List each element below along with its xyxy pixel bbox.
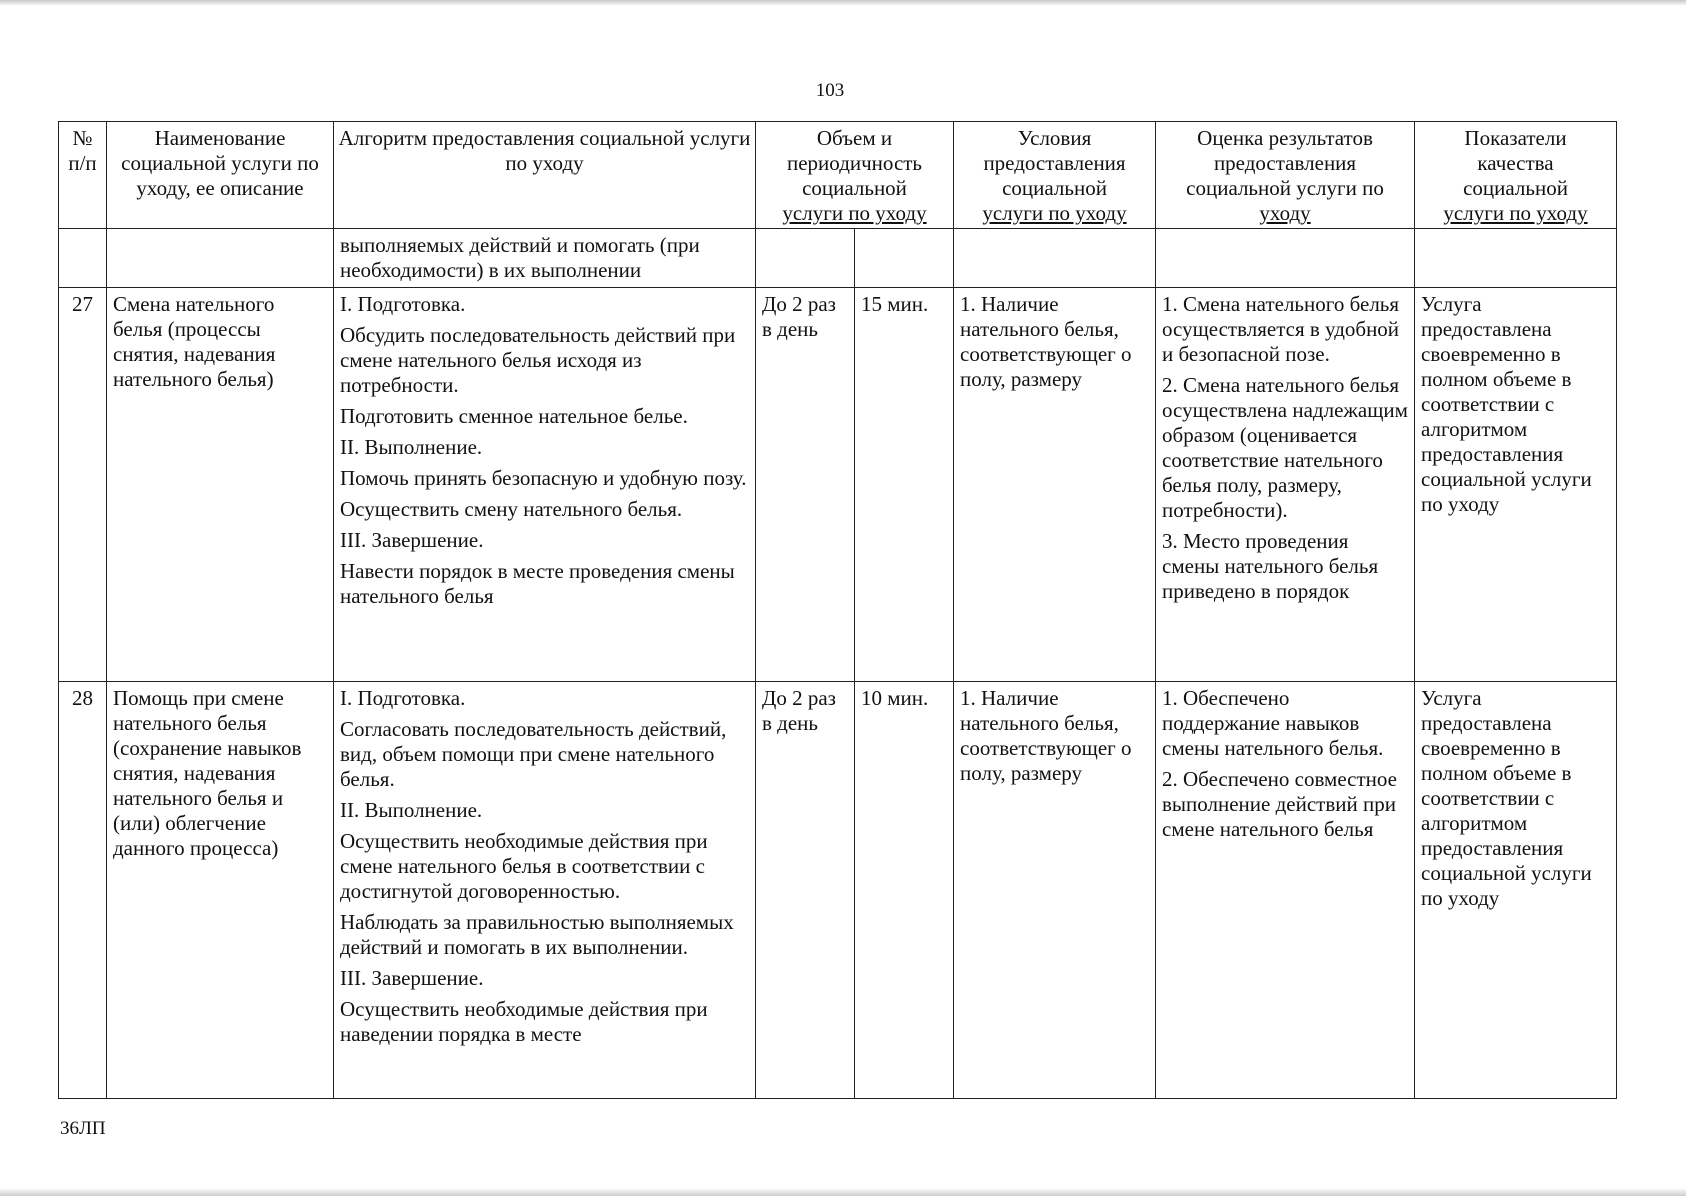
row-number: 28 [59, 682, 107, 1099]
algorithm-step: I. Подготовка. [340, 686, 466, 710]
conditions-cell: 1. Наличие нательного белья, соответствующег о полу, размеру [954, 288, 1156, 682]
table-row [59, 288, 1617, 682]
footer-code: 36ЛП [60, 1118, 106, 1139]
header-volume-line-1: Объем и [816, 126, 893, 150]
cont-name-cell [107, 229, 334, 288]
header-row [59, 122, 1617, 229]
header-num [59, 122, 107, 229]
cont-duration-cell [855, 229, 954, 288]
conditions-cell: 1. Наличие нательного белья, соответствующег о полу, размеру [954, 682, 1156, 1099]
algorithm-step: Наблюдать за правильностью выполняемых действий и помогать в их выполнении. [340, 910, 734, 959]
header-quality [1415, 122, 1617, 229]
quality-cell: Услуга предоставлена своевременно в полном объеме в соответствии с алгоритмом предоставления социальной услуги по уходу [1415, 288, 1617, 682]
header-evaluation [1156, 122, 1415, 229]
continuation-row [59, 229, 1617, 288]
header-quality-line-2: качества [1477, 151, 1554, 175]
frequency-cell: До 2 раз в день [756, 288, 855, 682]
row-number: 27 [59, 288, 107, 682]
algorithm-step: II. Выполнение. [340, 435, 483, 459]
header-volume [756, 122, 954, 229]
scan-edge-top [0, 0, 1686, 6]
table-row [59, 682, 1617, 1099]
header-num-symbol: № [72, 126, 93, 150]
header-quality-line-3: социальной [1463, 176, 1568, 200]
quality-cell: Услуга предоставлена своевременно в полном объеме в соответствии с алгоритмом предоставления социальной услуги по уходу [1415, 682, 1617, 1099]
header-conditions-line-2: предоставления [983, 151, 1126, 175]
algorithm-step: Осуществить смену нательного белья. [340, 497, 683, 521]
header-num-abbr: п/п [68, 151, 97, 175]
algorithm-step: III. Завершение. [340, 966, 484, 990]
cont-num-cell [59, 229, 107, 288]
header-service-name: Наименование социальной услуги по уходу, ее описание [107, 122, 334, 229]
header-evaluation-line-3: социальной услуги по [1186, 176, 1384, 200]
algorithm-step: Обсудить последовательность действий при смене нательного белья исходя из потребности. [340, 323, 736, 397]
header-evaluation-line-2: предоставления [1213, 151, 1357, 175]
algorithm-step: II. Выполнение. [340, 798, 483, 822]
service-name: Помощь при смене нательного белья (сохранение навыков снятия, надевания нательного белья и (или) облегчение данного процесса) [107, 682, 334, 1099]
evaluation-item: 3. Место проведения смены нательного белья приведено в порядок [1162, 529, 1379, 603]
header-volume-line-3: социальной [802, 176, 907, 200]
algorithm-step: III. Завершение. [340, 528, 484, 552]
header-algorithm: Алгоритм предоставления социальной услуги по уходу [334, 122, 756, 229]
scan-edge-bottom [0, 1188, 1686, 1196]
algorithm-step: Навести порядок в месте проведения смены нательного белья [340, 559, 735, 608]
header-volume-line-4: услуги по уходу [782, 201, 927, 225]
evaluation-cell [1156, 288, 1415, 682]
frequency-cell: До 2 раз в день [756, 682, 855, 1099]
cont-conditions-cell [954, 229, 1156, 288]
algorithm-step: Согласовать последовательность действий, вид, объем помощи при смене нательного белья. [340, 717, 727, 791]
algorithm-step: Осуществить необходимые действия при смене нательного белья в соответствии с достигнутой договоренностью. [340, 829, 708, 903]
evaluation-item: 2. Смена нательного белья осуществлена надлежащим образом (оценивается соответствие нательного белья полу, размеру, потребности). [1162, 373, 1408, 522]
header-volume-line-2: периодичность [787, 151, 923, 175]
header-evaluation-line-4: уходу [1259, 201, 1311, 225]
algorithm-cell [334, 288, 756, 682]
header-quality-line-4: услуги по уходу [1443, 201, 1588, 225]
evaluation-item: 2. Обеспечено совместное выполнение действий при смене нательного белья [1162, 767, 1397, 841]
services-table [58, 121, 1617, 1099]
algorithm-step: Осуществить необходимые действия при наведении порядка в месте [340, 997, 708, 1046]
evaluation-item: 1. Обеспечено поддержание навыков смены нательного белья. [1162, 686, 1384, 760]
page-number: 103 [815, 80, 845, 101]
header-conditions [954, 122, 1156, 229]
header-conditions-line-3: социальной [1002, 176, 1107, 200]
cont-evaluation-cell [1156, 229, 1415, 288]
duration-cell: 10 мин. [855, 682, 954, 1099]
cont-algorithm-cell: выполняемых действий и помогать (при необходимости) в их выполнении [334, 229, 756, 288]
algorithm-step: Помочь принять безопасную и удобную позу. [340, 466, 747, 490]
header-conditions-line-1: Условия [1017, 126, 1092, 150]
header-evaluation-line-1: Оценка результатов [1197, 126, 1373, 150]
duration-cell: 15 мин. [855, 288, 954, 682]
service-name: Смена нательного белья (процессы снятия, надевания нательного белья) [107, 288, 334, 682]
algorithm-step: I. Подготовка. [340, 292, 466, 316]
algorithm-step: Подготовить сменное нательное белье. [340, 404, 688, 428]
cont-frequency-cell [756, 229, 855, 288]
header-conditions-line-4: услуги по уходу [982, 201, 1127, 225]
evaluation-item: 1. Смена нательного белья осуществляется в удобной и безопасной позе. [1162, 292, 1400, 366]
cont-quality-cell [1415, 229, 1617, 288]
algorithm-cell [334, 682, 756, 1099]
evaluation-cell [1156, 682, 1415, 1099]
header-quality-line-1: Показатели [1464, 126, 1567, 150]
